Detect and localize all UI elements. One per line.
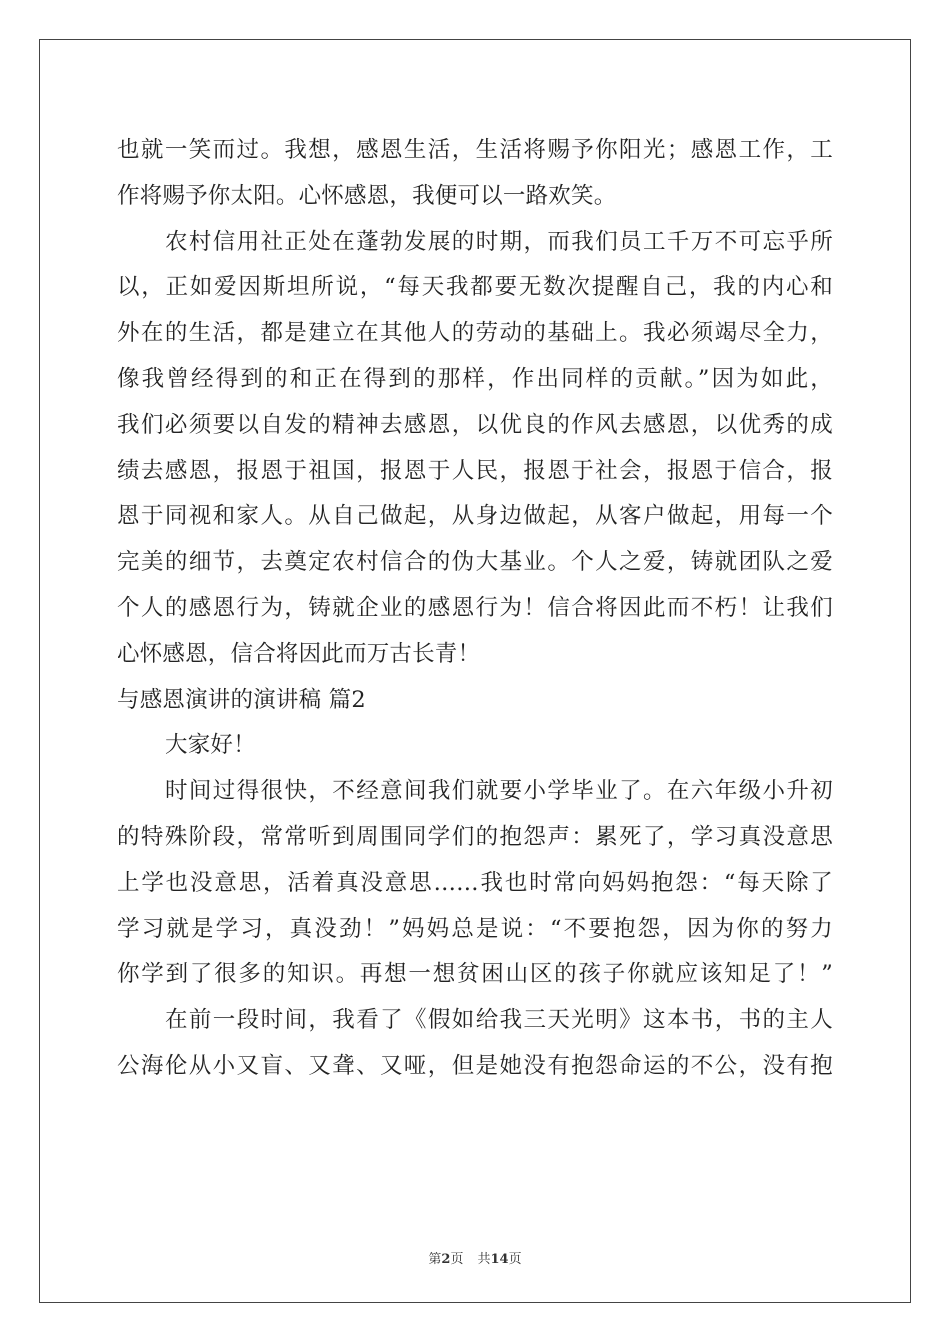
text-line: 上学也没意思，活着真没意思……我也时常向妈妈抱怨：“每天除了 bbox=[117, 869, 833, 896]
text-line: 在前一段时间，我看了《假如给我三天光明》这本书，书的主人 bbox=[165, 1007, 833, 1034]
text-line: 时间过得很快，不经意间我们就要小学毕业了。在六年级小升初 bbox=[165, 778, 833, 805]
text-line: 个人的感恩行为，铸就企业的感恩行为！信合将因此而不朽！让我们 bbox=[117, 594, 833, 621]
text-line: 学习就是学习，真没劲！”妈妈总是说：“不要抱怨，因为你的努力 bbox=[117, 915, 833, 942]
text-line: 绩去感恩，报恩于祖国，报恩于人民，报恩于社会，报恩于信合，报 bbox=[117, 457, 833, 484]
footer-page-prefix: 第 bbox=[428, 1252, 442, 1267]
text-line: 完美的细节，去奠定农村信合的伪大基业。个人之爱，铸就团队之爱 bbox=[117, 549, 833, 576]
text-lines bbox=[117, 128, 833, 1090]
footer-page-suffix: 页 bbox=[450, 1252, 464, 1267]
text-line: 你学到了很多的知识。再想一想贫困山区的孩子你就应该知足了！” bbox=[117, 961, 833, 988]
text-line: 公海伦从小又盲、又聋、又哑，但是她没有抱怨命运的不公，没有抱 bbox=[117, 1052, 833, 1079]
footer-total-pages: 14 bbox=[490, 1252, 509, 1267]
page-footer bbox=[0, 1248, 950, 1267]
text-line: 作将赐予你太阳。心怀感恩，我便可以一路欢笑。 bbox=[117, 182, 617, 209]
text-line: 外在的生活，都是建立在其他人的劳动的基础上。我必须竭尽全力， bbox=[117, 320, 833, 347]
text-line: 以，正如爱因斯坦所说，“每天我都要无数次提醒自己，我的内心和 bbox=[117, 274, 833, 301]
document-body bbox=[117, 128, 833, 1090]
text-line: 像我曾经得到的和正在得到的那样，作出同样的贡献。”因为如此， bbox=[117, 365, 833, 392]
footer-total-prefix: 共 bbox=[477, 1252, 491, 1267]
footer-page-number: 2 bbox=[441, 1252, 451, 1267]
footer-total-suffix: 页 bbox=[508, 1252, 522, 1267]
text-line: 与感恩演讲的演讲稿 篇2 bbox=[117, 686, 366, 713]
text-line: 农村信用社正处在蓬勃发展的时期，而我们员工千万不可忘乎所 bbox=[165, 228, 833, 255]
text-line: 大家好！ bbox=[165, 732, 256, 759]
text-line: 心怀感恩，信合将因此而万古长青！ bbox=[117, 640, 481, 667]
text-line: 恩于同视和家人。从自己做起，从身边做起，从客户做起，用每一个 bbox=[117, 503, 833, 530]
text-line: 的特殊阶段，常常听到周围同学们的抱怨声：累死了，学习真没意思 bbox=[117, 823, 833, 850]
text-line: 我们必须要以自发的精神去感恩，以优良的作风去感恩，以优秀的成 bbox=[117, 411, 833, 438]
text-line: 也就一笑而过。我想，感恩生活，生活将赐予你阳光；感恩工作，工 bbox=[117, 137, 833, 163]
